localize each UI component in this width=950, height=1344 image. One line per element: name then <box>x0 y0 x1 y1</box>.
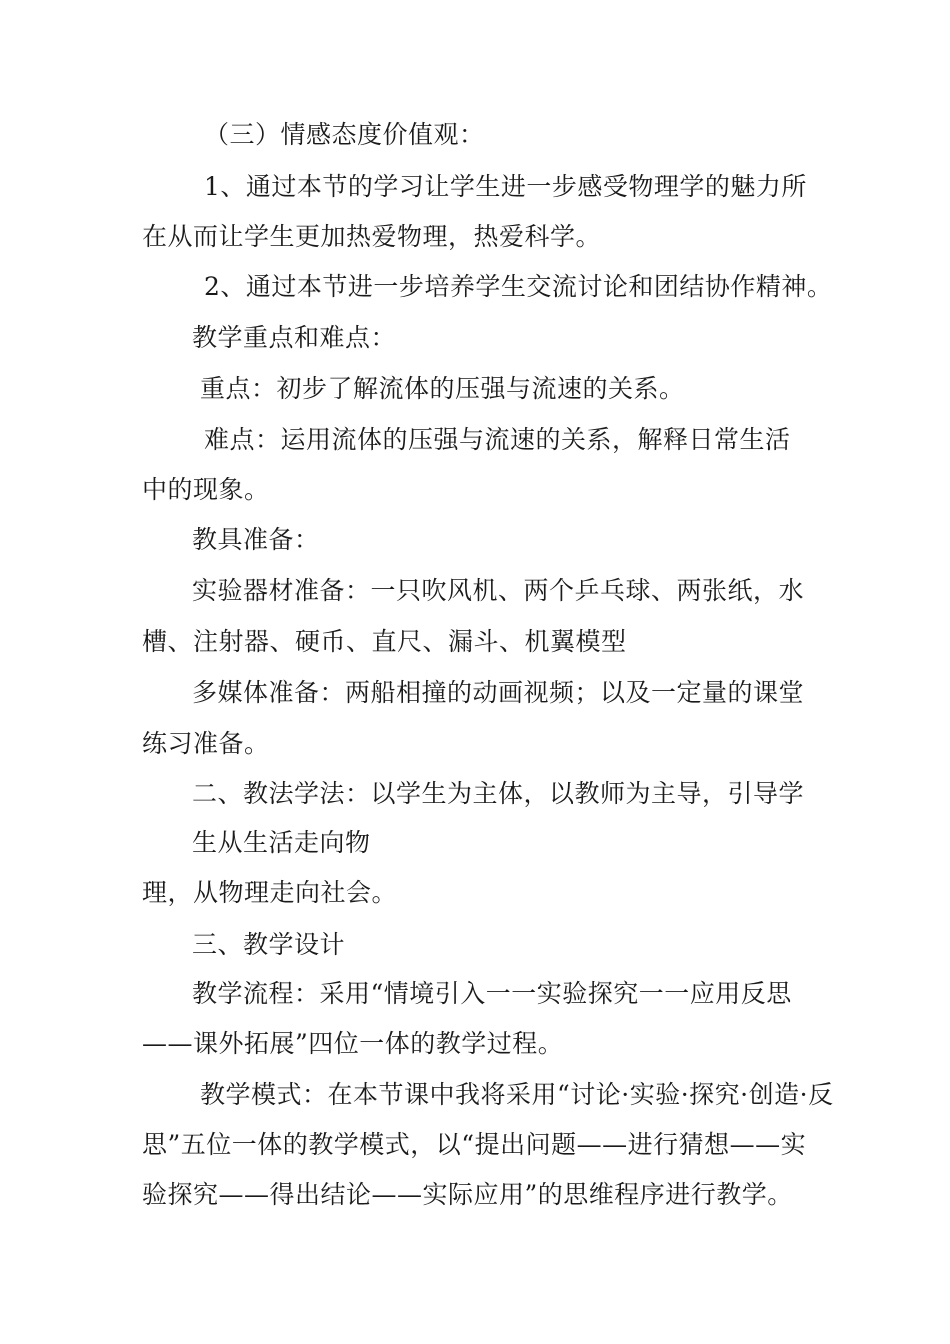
paragraph-line: 验探究——得出结论——实际应用”的思维程序进行教学。 <box>142 1180 793 1209</box>
paragraph-line: 中的现象。 <box>142 475 270 504</box>
section-heading-key-points: 教学重点和难点： <box>192 323 397 352</box>
paragraph-line: 槽、注射器、硬币、直尺、漏斗、机翼模型 <box>142 627 627 656</box>
paragraph-line: 2、通过本节进一步培养学生交流讨论和团结协作精神。 <box>204 272 833 301</box>
paragraph-line: 教学模式：在本节课中我将采用“讨论·实验·探究·创造·反 <box>200 1080 834 1109</box>
paragraph-line: 难点：运用流体的压强与流速的关系，解释日常生活 <box>204 425 791 454</box>
section-heading-methods: 二、教法学法：以学生为主体，以教师为主导，引导学 <box>192 779 805 808</box>
paragraph-line: 多媒体准备：两船相撞的动画视频；以及一定量的课堂 <box>192 678 805 707</box>
section-heading-teaching-aids: 教具准备： <box>192 525 320 554</box>
paragraph-line: 练习准备。 <box>142 729 270 758</box>
paragraph-line: 思”五位一体的教学模式，以“提出问题——进行猜想——实 <box>142 1130 807 1159</box>
paragraph-line: ——课外拓展”四位一体的教学过程。 <box>142 1029 564 1058</box>
paragraph-line: 理，从物理走向社会。 <box>142 878 398 907</box>
paragraph-line: 在从而让学生更加热爱物理，热爱科学。 <box>142 222 602 251</box>
paragraph-line: 实验器材准备：一只吹风机、两个乒乓球、两张纸，水 <box>192 576 805 605</box>
paragraph-line: 生从生活走向物 <box>192 828 371 857</box>
section-heading-design: 三、教学设计 <box>192 930 346 959</box>
section-heading-emotion: （三）情感态度价值观： <box>204 120 485 149</box>
paragraph-line: 1、通过本节的学习让学生进一步感受物理学的魅力所 <box>204 172 807 201</box>
paragraph-line: 重点：初步了解流体的压强与流速的关系。 <box>200 374 685 403</box>
paragraph-line: 教学流程：采用“情境引入一一实验探究一一应用反思 <box>192 979 792 1008</box>
